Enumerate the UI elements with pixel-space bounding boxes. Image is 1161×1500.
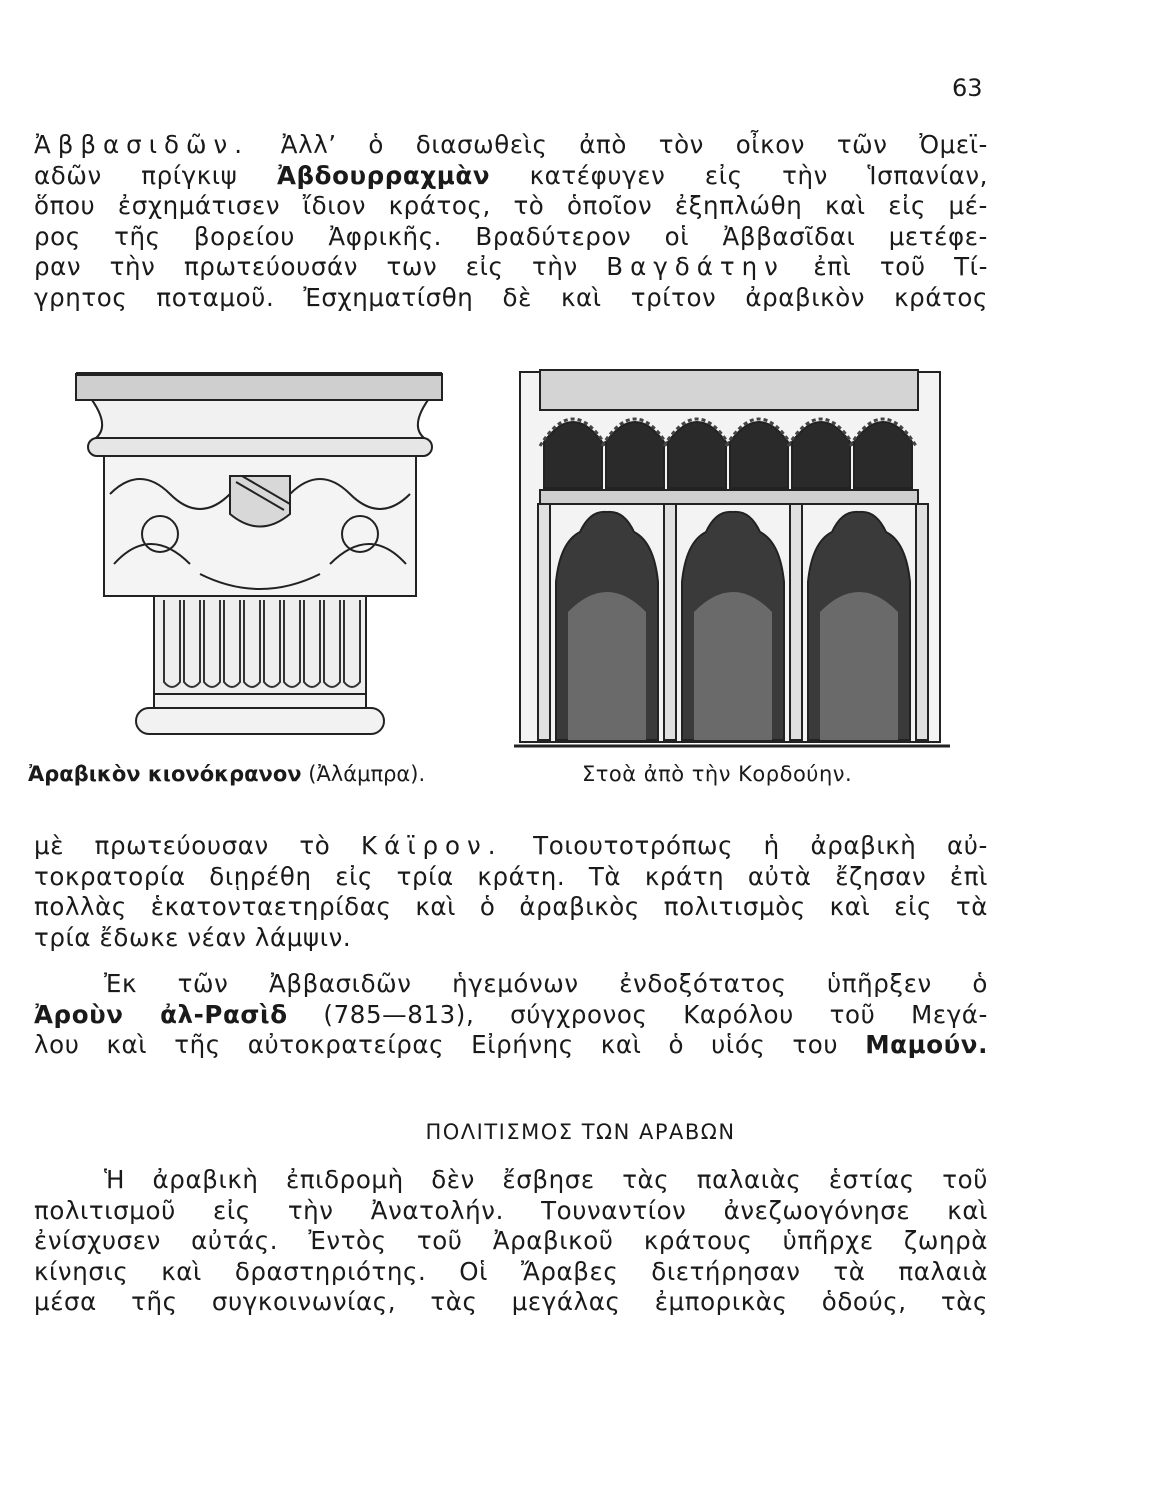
text-span: ραν τὴν πρωτεύουσάν των εἰς τὴν [34,252,607,281]
text-span: λου καὶ τῆς αὐτοκρατείρας Εἰρήνης καὶ ὁ υἱός του [34,1030,866,1059]
paragraph-harun [34,969,988,1061]
text-line: τρία ἔδωκε νέαν λάμψιν. [34,922,352,952]
text-span: Τοιουτοτρόπως ἡ ἀραβικὴ αὐ- [502,831,988,860]
text-line [34,831,988,862]
arch-shade [694,592,772,740]
text-line: πολιτισμοῦ εἰς τὴν Ἀνατολήν. Τουναντίον ἀνεζωογόνησε καὶ [34,1195,988,1225]
arch-shade [820,592,898,740]
paragraph-abbasids [34,130,988,313]
text-line: κίνησις καὶ δραστηριότης. Οἱ Ἄραβες διετήρησαν τὰ παλαιὰ [34,1256,988,1286]
text-line: Ἡ ἀραβικὴ ἐπιδρομὴ δὲν ἔσβησε τὰς παλαιὰς ἑστίας τοῦ [104,1165,988,1194]
text-span: κατέφυγεν εἰς τὴν Ἱσπανίαν, [490,160,988,190]
arch-shade [568,592,646,740]
bold-name: Μαμούν. [865,1030,988,1059]
text-span: ἐπὶ τοῦ Τί- [784,252,989,281]
upper-arch [668,422,726,488]
spaced-term: Κάϊρον. [361,831,503,860]
text-span: μὲ πρωτεύουσαν τὸ [34,831,361,860]
text-line: μέσα τῆς συγκοινωνίας, τὰς μεγάλας ἐμπορικὰς ὁδούς, τὰς [34,1287,988,1316]
caption-bold: Ἀραβικὸν κιονόκρανον [28,762,302,786]
paragraph-cairo [34,831,988,953]
column [790,504,802,740]
arcade-illustration [510,362,950,754]
text-span: Ἀλλ’ ὁ διασωθεὶς ἀπὸ τὸν οἶκον τῶν Ὀμεϊ- [248,130,988,159]
text-line: ὅπου ἐσχημάτισεν ἴδιον κράτος, τὸ ὁποῖον ἐξηπλώθη καὶ εἰς μέ- [34,191,988,220]
column [916,504,928,740]
text-line: Ἐκ τῶν Ἀββασιδῶν ἡγεμόνων ἐνδοξότατος ὑπῆρξεν ὁ [104,969,988,998]
text-line: ρος τῆς βορείου Ἀφρικῆς. Βραδύτερον οἱ Ἀββασῖδαι μετέφε- [34,221,988,251]
page-number: 63 [952,74,983,102]
text-line [34,1030,988,1061]
caption-text: (Ἀλάμπρα). [301,762,426,786]
spaced-term: Βαγδάτην [606,252,785,281]
text-line [34,161,988,192]
text-line: πολλὰς ἑκατονταετηρίδας καὶ ὁ ἀραβικὸς πολιτισμὸς καὶ εἰς τὰ [34,892,988,921]
text-line [34,1000,988,1031]
spaced-term: Ἀββασιδῶν. [34,130,249,159]
bold-name: Ἀβδουρραχμὰν [276,160,491,190]
capital-caption [28,762,425,786]
text-span: (785—813), σύγχρονος Καρόλου τοῦ Μεγά- [287,999,988,1029]
upper-arch [730,422,788,488]
text-span: αδῶν πρίγκιψ [34,160,277,190]
upper-arch [792,422,850,488]
column [664,504,676,740]
lower-arch-row [538,504,928,740]
capital-illustration [70,364,450,748]
upper-arch [544,422,602,488]
upper-arch [606,422,664,488]
text-line [34,130,988,161]
section-heading: ΠΟΛΙΤΙΣΜΟΣ ΤΩΝ ΑΡΑΒΩΝ [425,1120,736,1144]
upper-arch [854,422,912,488]
bold-name: Ἀροὺν ἀλ-Ρασὶδ [34,999,288,1029]
text-line: ἐνίσχυσεν αὐτάς. Ἐντὸς τοῦ Ἀραβικοῦ κράτους ὑπῆρχε ζωηρὰ [34,1226,988,1255]
text-line [34,252,988,283]
text-line: γρητος ποταμοῦ. Ἐσχηματίσθη δὲ καὶ τρίτον ἀραβικὸν κράτος [34,282,988,312]
paragraph-civilization [34,1165,988,1318]
column [538,504,550,740]
arcade-caption: Στοὰ ἀπὸ τὴν Κορδούην. [582,762,853,786]
text-line: τοκρατορία διῃρέθη εἰς τρία κράτη. Τὰ κράτη αὐτὰ ἔζησαν ἐπὶ [34,861,988,891]
